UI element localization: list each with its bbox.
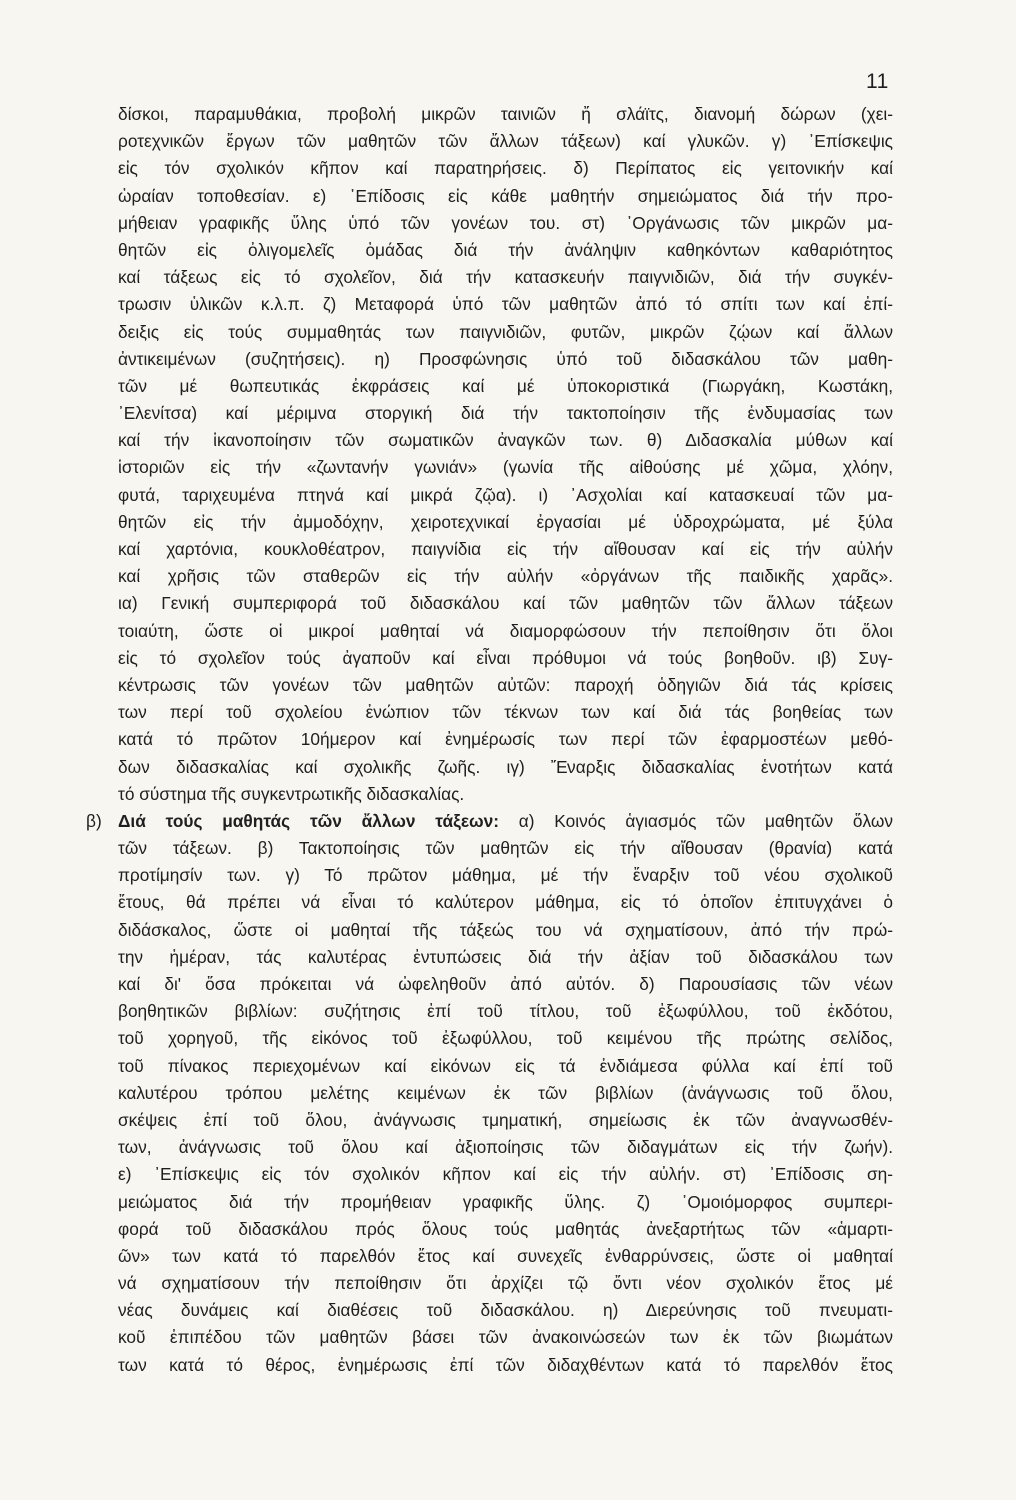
text-line: δειξις εἰς τούς συμμαθητάς των παιγνιδιῶν, φυτῶν, μικρῶν ζῴων καί ἄλλων [118,321,893,342]
text-line: την ἡμέραν, τάς καλυτέρας ἐντυπώσεις διά τήν ἀξίαν τοῦ διδασκάλου των [118,946,893,967]
text-line: τοῦ χορηγοῦ, τῆς εἰκόνος τοῦ ἐξωφύλλου, τοῦ κειμένου τῆς πρώτης σελίδος, [118,1028,893,1049]
text-line: δίσκοι, παραμυθάκια, προβολή μικρῶν ταινιῶν ἤ σλάϊτς, διανομή δώρων (χει- [118,104,893,124]
text-line: καί τήν ἱκανοποίησιν τῶν σωματικῶν ἀναγκῶν των. θ) Διδασκαλία μύθων καί [118,430,893,451]
text-line: τοιαύτη, ὥστε οἱ μικροί μαθηταί νά διαμορφώσουν τήν πεποίθησιν ὅτι ὅλοι [118,620,893,641]
text-line: κέντρωσις τῶν γονέων τῶν μαθητῶν αὐτῶν: παροχή ὁδηγιῶν διά τάς κρίσεις [118,674,893,695]
text-line: ῶν» των κατά τό παρελθόν ἔτος καί συνεχεῖς ἐνθαρρύνσεις, ὥστε οἱ μαθηταί [118,1245,893,1266]
text-line: τοῦ πίνακος περιεχομένων καί εἰκόνων εἰς τά ἐνδιάμεσα φύλλα καί ἐπί τοῦ [118,1055,893,1076]
text-line: εἰς τό σχολεῖον τούς ἀγαποῦν καί εἶναι πρόθυμοι νά τούς βοηθοῦν. ιβ) Συγ- [118,647,893,668]
text-line: νά σχηματίσουν τήν πεποίθησιν ὅτι ἀρχίζει τῷ ὄντι νέον σχολικόν ἔτος μέ [118,1273,893,1294]
text-line: ἀντικειμένων (συζητήσεις). η) Προσφώνησις ὑπό τοῦ διδασκάλου τῶν μαθη- [118,348,893,369]
text-line: φορά τοῦ διδασκάλου πρός ὅλους τούς μαθητάς ἀνεξαρτήτως τῶν «ἁμαρτι- [118,1218,893,1239]
text-line: μήθειαν γραφικῆς ὕλης ὑπό τῶν γονέων του. στ) ᾿Οργάνωσις τῶν μικρῶν μα- [118,212,893,233]
section-b-marker: β) [86,810,102,831]
text-line: τῶν μέ θωπευτικάς ἐκφράσεις καί μέ ὑποκοριστικά (Γιωργάκη, Κωστάκη, [118,375,893,396]
text-line: ἱστοριῶν εἰς τήν «ζωντανήν γωνιάν» (γωνία τῆς αἰθούσης μέ χῶμα, χλόην, [118,457,893,478]
section-b-heading: Διά τούς μαθητάς τῶν ἄλλων τάξεων: [118,810,499,831]
text-line: κατά τό πρῶτον 10ήμερον καί ἐνημέρωσίς των περί τῶν ἐφαρμοστέων μεθό- [118,729,893,750]
text-line: ροτεχνικῶν ἔργων τῶν μαθητῶν τῶν ἄλλων τάξεων) καί γλυκῶν. γ) ᾿Επίσκεψις [118,131,893,152]
text-line: των περί τοῦ σχολείου ἐνώπιον τῶν τέκνων των καί διά τάς βοηθείας των [118,702,893,723]
text-line: νέας δυνάμεις καί διαθέσεις τοῦ διδασκάλου. η) Διερεύνησις τοῦ πνευματι- [118,1300,893,1321]
text-line: δων διδασκαλίας καί σχολικῆς ζωῆς. ιγ) Ἔναρξις διδασκαλίας ἑνοτήτων κατά [118,756,893,777]
text-line: φυτά, ταριχευμένα πτηνά καί μικρά ζῷα). ι) ᾿Ασχολίαι καί κατασκευαί τῶν μα- [118,484,893,505]
section-a-text [118,101,893,808]
text-line: εἰς τόν σχολικόν κῆπον καί παρατηρήσεις. δ) Περίπατος εἰς γειτονικήν καί [118,158,893,179]
text-line: σκέψεις ἐπί τοῦ ὅλου, ἀνάγνωσις τμηματική, σημείωσις ἐκ τῶν ἀναγνωσθέν- [118,1109,893,1130]
text-line: ᾿Ελενίτσα) καί μέριμνα στοργική διά τήν τακτοποίησιν τῆς ἐνδυμασίας των [118,403,893,424]
text-line: των κατά τό θέρος, ἐνημέρωσις ἐπί τῶν διδαχθέντων κατά τό παρελθόν ἔτος [118,1354,893,1375]
text-line: ια) Γενική συμπεριφορά τοῦ διδασκάλου καί τῶν μαθητῶν τῶν ἄλλων τάξεων [118,593,893,614]
text-line: καί δι' ὅσα πρόκειται νά ὠφεληθοῦν ἀπό αὐτόν. δ) Παρουσίασις τῶν νέων [118,974,893,994]
text-line: καί χρῆσις τῶν σταθερῶν εἰς τήν αὐλήν «ὀργάνων τῆς παιδικῆς χαρᾶς». [118,566,893,587]
text-line: προτίμησίν των. γ) Τό πρῶτον μάθημα, μέ τήν ἔναρξιν τοῦ νέου σχολικοῦ [118,865,893,886]
text-line: διδάσκαλος, ὥστε οἱ μαθηταί τῆς τάξεώς του νά σχηματίσουν, ἀπό τήν πρώ- [118,919,893,940]
text-line: κοῦ ἐπιπέδου τῶν μαθητῶν βάσει τῶν ἀνακοινώσεών των ἐκ τῶν βιωμάτων [118,1327,893,1348]
text-line: των, ἀνάγνωσις τοῦ ὅλου καί ἀξιοποίησις τῶν διδαγμάτων εἰς τήν ζωήν). [118,1137,893,1158]
section-b-first-line-text: α) Κοινός ἁγιασμός τῶν μαθητῶν ὅλων [499,810,893,831]
text-line: βοηθητικῶν βιβλίων: συζήτησις ἐπί τοῦ τίτλου, τοῦ ἐξωφύλλου, τοῦ ἐκδότου, [118,1001,893,1022]
text-line: ὡραίαν τοποθεσίαν. ε) ᾿Επίδοσις εἰς κάθε μαθητήν σημειώματος διά τήν προ- [118,185,893,206]
page-body [86,101,893,1379]
text-line: θητῶν εἰς ὀλιγομελεῖς ὁμάδας διά τήν ἀνάληψιν καθηκόντων καθαριότητος [118,239,893,260]
text-line: μειώματος διά τήν προμήθειαν γραφικῆς ὕλης. ζ) ᾿Ομοιόμορφος συμπερι- [118,1191,893,1212]
section-b-first-line [86,808,893,835]
text-line: τρωσιν ὑλικῶν κ.λ.π. ζ) Μεταφορά ὑπό τῶν μαθητῶν ἀπό τό σπίτι των καί ἐπί- [118,294,893,315]
text-line: τό σύστημα τῆς συγκεντρωτικῆς διδασκαλίας. [118,783,465,804]
text-line: καί χαρτόνια, κουκλοθέατρον, παιγνίδια εἰς τήν αἴθουσαν καί εἰς τήν αὐλήν [118,539,893,559]
text-line: ε) ᾿Επίσκεψις εἰς τόν σχολικόν κῆπον καί εἰς τήν αὐλήν. στ) ᾿Επίδοσις ση- [118,1164,893,1185]
section-b-text [118,835,893,1379]
text-line: καλυτέρου τρόπου μελέτης κειμένων ἐκ τῶν βιβλίων (ἀνάγνωσις τοῦ ὅλου, [118,1082,893,1103]
text-line: θητῶν εἰς τήν ἀμμοδόχην, χειροτεχνικαί ἐργασίαι μέ ὑδροχρώματα, μέ ξύλα [118,511,893,532]
text-line: τῶν τάξεων. β) Τακτοποίησις τῶν μαθητῶν εἰς τήν αἴθουσαν (θρανία) κατά [118,838,893,859]
page-number: 11 [866,70,889,93]
text-line: καί τάξεως εἰς τό σχολεῖον, διά τήν κατασκευήν παιγνιδιῶν, διά τήν συγκέν- [118,267,893,288]
text-line: ἔτους, θά πρέπει νά εἶναι τό καλύτερον μάθημα, εἰς τό ὁποῖον ἐπιτυγχάνει ὁ [118,892,893,913]
